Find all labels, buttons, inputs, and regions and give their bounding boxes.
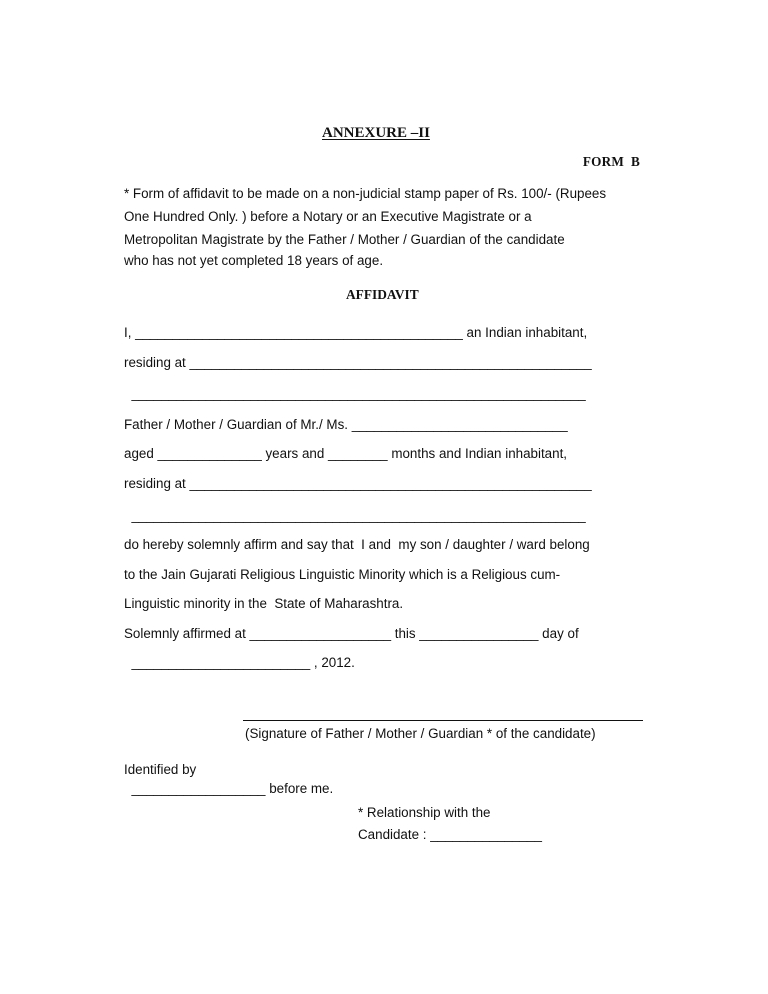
form-label: FORM B — [582, 154, 640, 169]
affidavit-title: AFFIDAVIT — [346, 287, 419, 302]
signature-line — [243, 720, 643, 721]
annexure-title: ANNEXURE –II — [322, 125, 430, 141]
intro-line-3: Metropolitan Magistrate by the Father / Mother / Guardian of the candidate — [124, 232, 565, 247]
relationship-line-1: * Relationship with the — [358, 805, 491, 820]
body-line-solemnly: Solemnly affirmed at ___________________ this ________________ day of — [124, 626, 579, 641]
body-line-residing-1-cont: _____________________________________________________________ — [124, 386, 586, 401]
body-line-affirm: do hereby solemnly affirm and say that I and my son / daughter / ward belong — [124, 537, 590, 552]
intro-line-2: One Hundred Only. ) before a Notary or an Executive Magistrate or a — [124, 209, 532, 224]
body-line-state: Linguistic minority in the State of Maharashtra. — [124, 596, 404, 611]
body-line-residing-2-cont: _____________________________________________________________ — [124, 508, 586, 523]
intro-line-4: who has not yet completed 18 years of age. — [124, 253, 384, 268]
signature-caption: (Signature of Father / Mother / Guardian * of the candidate) — [245, 726, 596, 741]
body-line-age: aged ______________ years and ________ months and Indian inhabitant, — [124, 446, 568, 461]
body-line-residing-1: residing at ______________________________________________________ — [124, 355, 592, 370]
intro-line-1: * Form of affidavit to be made on a non-judicial stamp paper of Rs. 100/- (Rupees — [124, 186, 607, 201]
body-line-year: ________________________ , 2012. — [124, 655, 355, 670]
identified-by-label: Identified by — [124, 762, 197, 777]
body-line-parent: Father / Mother / Guardian of Mr./ Ms. _____________________________ — [124, 417, 568, 432]
body-line-residing-2: residing at ______________________________________________________ — [124, 476, 592, 491]
identified-by-blank: __________________ before me. — [124, 781, 334, 796]
relationship-line-2: Candidate : _______________ — [358, 827, 542, 842]
body-line-name: I, ____________________________________________ an Indian inhabitant, — [124, 325, 588, 340]
body-line-minority: to the Jain Gujarati Religious Linguistic Minority which is a Religious cum- — [124, 567, 561, 582]
